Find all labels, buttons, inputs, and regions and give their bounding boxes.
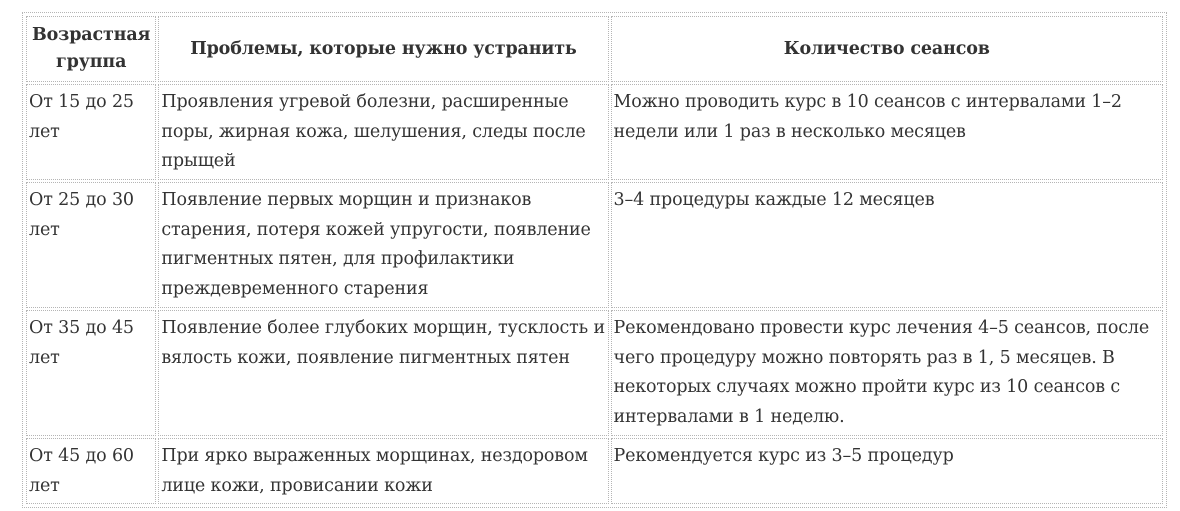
- table-container: [22, 12, 1167, 508]
- header-age-group: Возрастная группа: [26, 16, 156, 82]
- cell-sessions: 3–4 процедуры каждые 12 месяцев: [611, 182, 1163, 308]
- cell-problems: Проявления угревой болезни, расширенные поры, жирная кожа, шелушения, следы после прыщей: [158, 84, 608, 180]
- cell-age: От 45 до 60 лет: [26, 438, 156, 504]
- table-row: [26, 182, 1163, 308]
- table-row: [26, 84, 1163, 180]
- cell-age: От 25 до 30 лет: [26, 182, 156, 308]
- cell-sessions: Рекомендовано провести курс лечения 4–5 сеансов, после чего процедуру можно повторять раз в 1, 5 месяцев. В некоторых случаях можно пройти курс из 10 сеансов с интервалами в 1 неделю.: [611, 310, 1163, 436]
- cell-problems: При ярко выраженных морщинах, нездоровом лице кожи, провисании кожи: [158, 438, 608, 504]
- cell-age: От 35 до 45 лет: [26, 310, 156, 436]
- table-row: [26, 310, 1163, 436]
- table-row: [26, 438, 1163, 504]
- cell-sessions: Можно проводить курс в 10 сеансов с интервалами 1–2 недели или 1 раз в несколько месяцев: [611, 84, 1163, 180]
- cell-problems: Появление первых морщин и признаков старения, потеря кожей упругости, появление пигментных пятен, для профилактики преждевременного старения: [158, 182, 608, 308]
- header-problems: Проблемы, которые нужно устранить: [158, 16, 608, 82]
- table-header-row: [26, 16, 1163, 82]
- cell-sessions: Рекомендуется курс из 3–5 процедур: [611, 438, 1163, 504]
- header-sessions: Количество сеансов: [611, 16, 1163, 82]
- cell-problems: Появление более глубоких морщин, тусклость и вялость кожи, появление пигментных пятен: [158, 310, 608, 436]
- cell-age: От 15 до 25 лет: [26, 84, 156, 180]
- age-sessions-table: [24, 14, 1165, 506]
